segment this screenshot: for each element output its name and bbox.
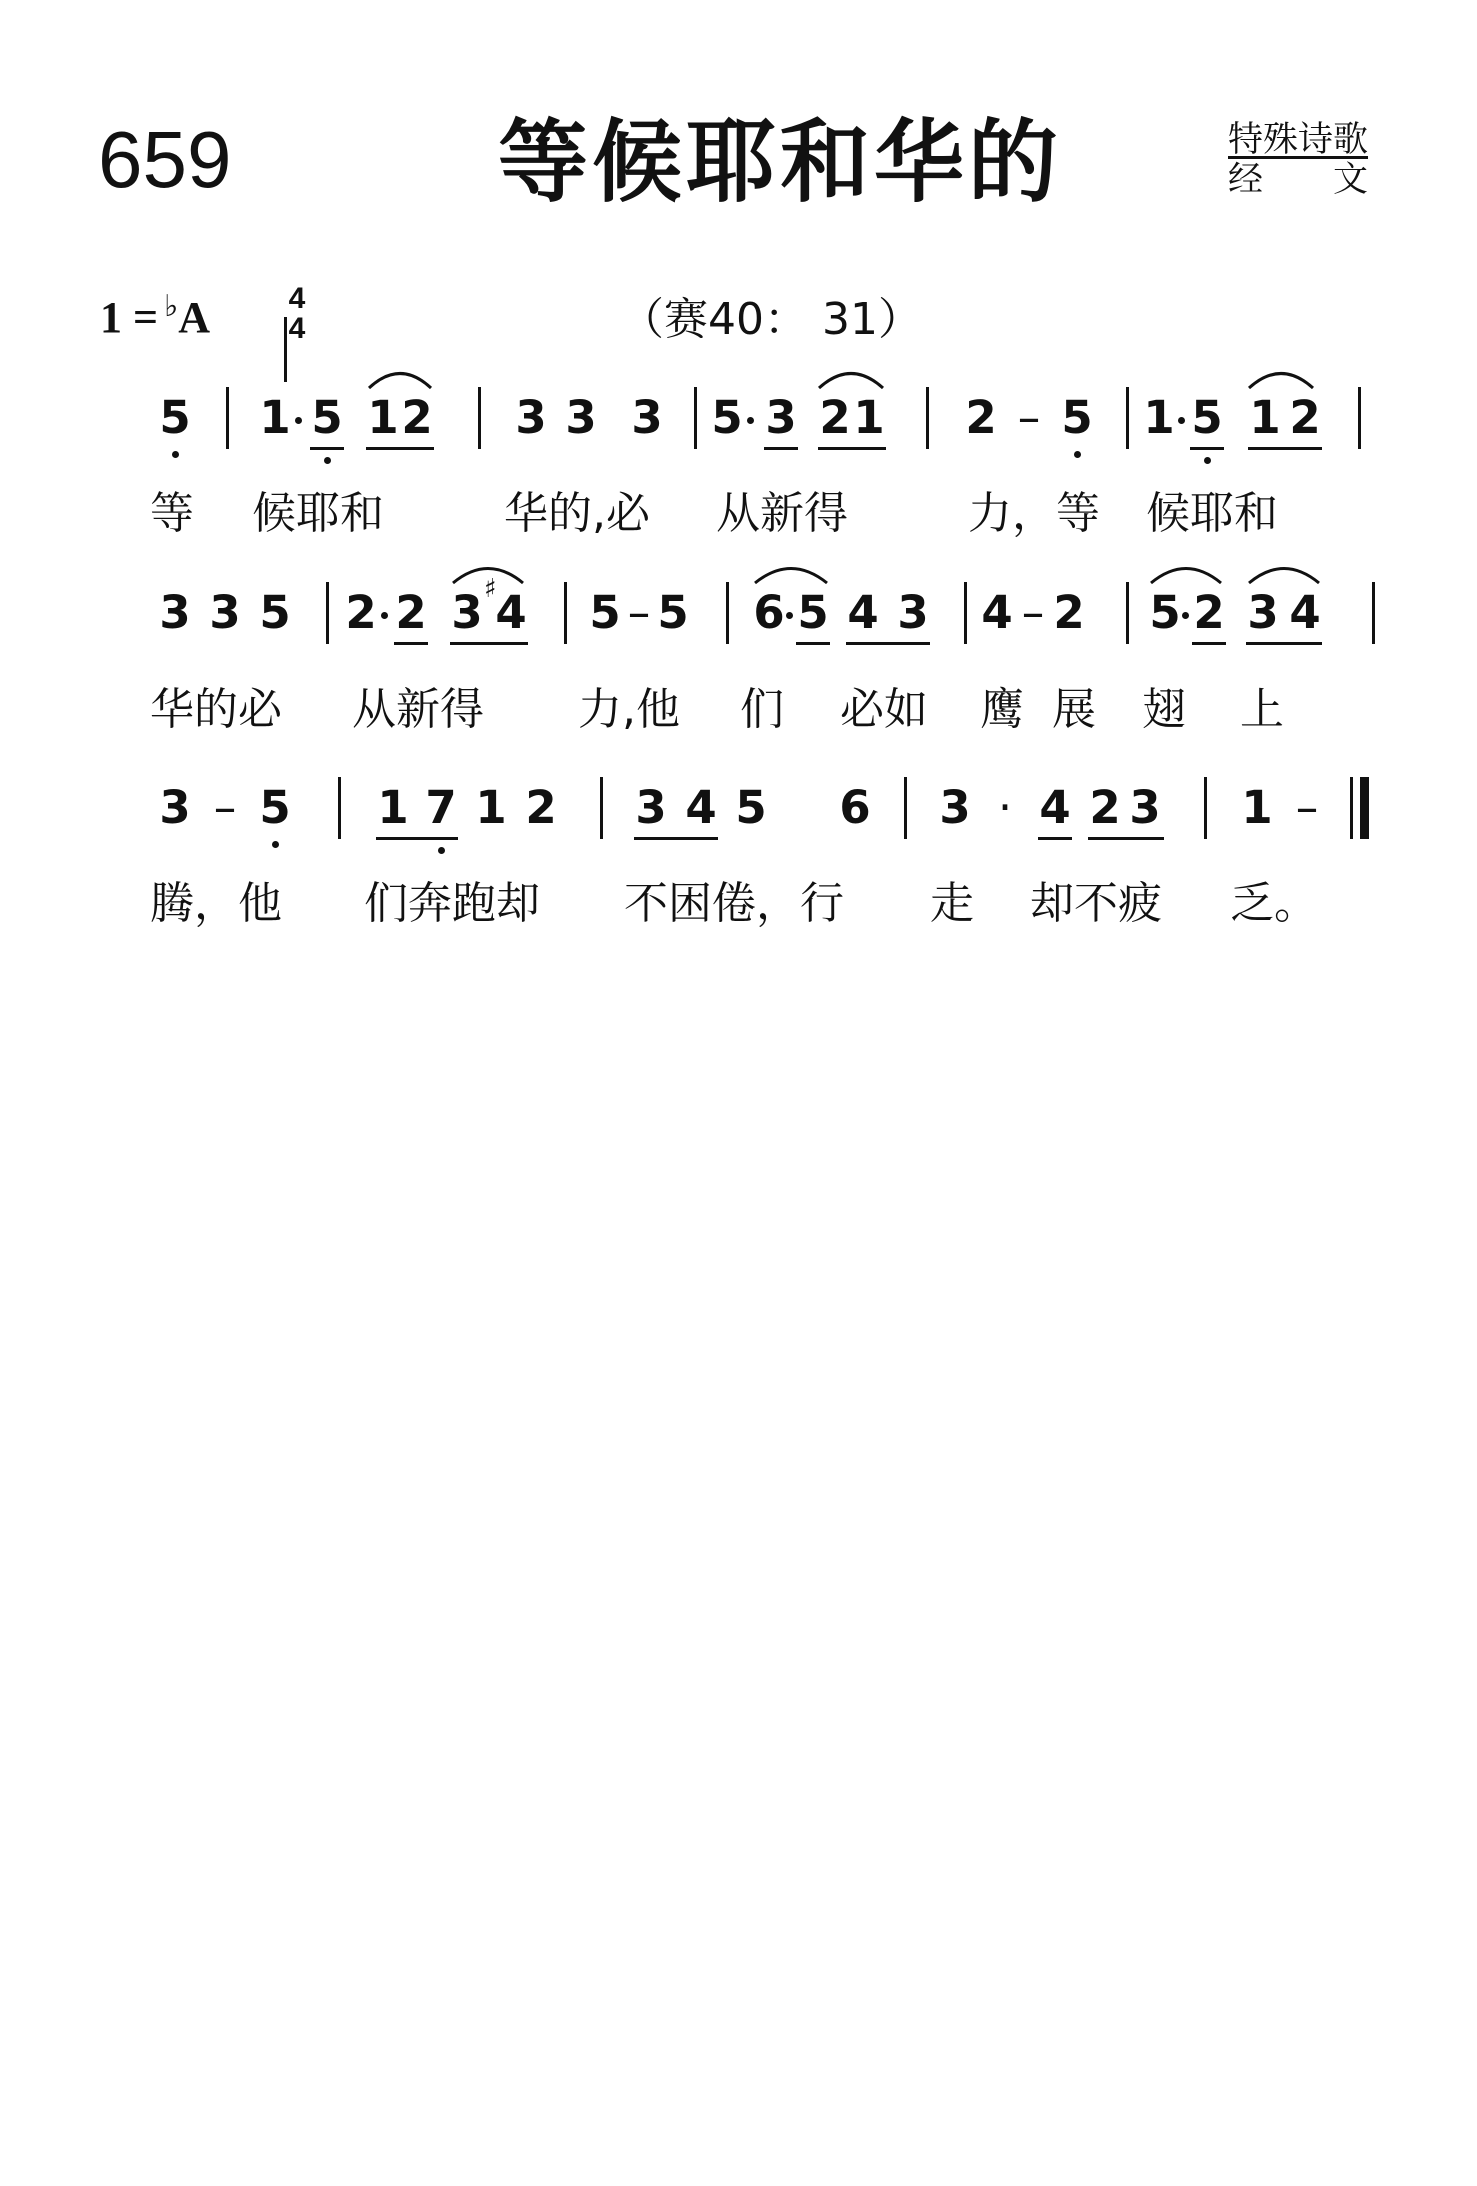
time-signature-top: 4	[288, 282, 306, 315]
sharp-sign: ♯	[484, 574, 497, 604]
scripture-reference: （赛40： 31）	[620, 294, 922, 345]
note: 1	[475, 781, 507, 834]
note: 6	[839, 781, 871, 834]
note: 3	[939, 781, 971, 834]
note: 3	[159, 586, 191, 639]
note: 5	[797, 586, 829, 639]
bar-line	[478, 387, 481, 449]
note: 4	[1289, 586, 1321, 639]
note: 5	[1061, 391, 1093, 444]
lyric: 走	[930, 878, 974, 929]
lyric: 华的必	[150, 684, 282, 735]
underline-beam	[634, 837, 718, 840]
note: 1	[1241, 781, 1273, 834]
category-top: 特殊诗歌	[1228, 120, 1369, 160]
bar-line	[600, 777, 603, 839]
underline-beam	[1088, 837, 1164, 840]
augmentation-dot	[786, 612, 793, 619]
underline-beam	[1192, 642, 1226, 645]
augmentation-dot	[381, 612, 388, 619]
underline-beam	[846, 642, 930, 645]
slur	[1148, 558, 1224, 586]
bar-line	[564, 582, 567, 644]
bar-line	[1204, 777, 1207, 839]
note: 3	[515, 391, 547, 444]
note: 5	[311, 391, 343, 444]
low-octave-dot	[1204, 457, 1211, 464]
time-signature-bottom: 4	[288, 312, 306, 345]
lyric: 乏。	[1230, 878, 1318, 929]
note: 1	[1143, 391, 1175, 444]
augmentation-dot	[1178, 417, 1185, 424]
note: 3	[451, 586, 483, 639]
lyric: 从新得	[716, 488, 848, 539]
underline-beam	[796, 642, 830, 645]
lyric: 华的,必	[504, 488, 650, 539]
note: 2	[345, 586, 377, 639]
note: 2	[1193, 586, 1225, 639]
low-octave-dot	[172, 451, 179, 458]
note: 2	[525, 781, 557, 834]
lyric: 上	[1240, 684, 1284, 735]
music-line-2	[0, 574, 1477, 680]
underline-beam	[366, 447, 434, 450]
note: 4	[1039, 781, 1071, 834]
note: 2	[965, 391, 997, 444]
time-signature-bar	[284, 317, 287, 382]
low-octave-dot	[1074, 451, 1081, 458]
note: 3	[897, 586, 929, 639]
underline-beam	[394, 642, 428, 645]
note: 2	[401, 391, 433, 444]
lyric: 不困倦，行	[624, 878, 844, 929]
note: 5	[1191, 391, 1223, 444]
key-label: 1 =	[100, 293, 159, 342]
note: 4	[495, 586, 527, 639]
music-line-3	[0, 781, 1477, 875]
lyric: 翅	[1142, 684, 1186, 735]
final-bar-thick	[1360, 777, 1369, 839]
bar-line	[694, 387, 697, 449]
bar-line	[904, 777, 907, 839]
lyric: 鹰	[980, 684, 1024, 735]
slur	[1246, 363, 1316, 391]
key-tonic: A	[178, 293, 211, 342]
lyric: 们奔跑却	[364, 878, 540, 929]
lyric: 候耶和	[1146, 488, 1278, 539]
slur	[366, 363, 434, 391]
slur	[1246, 558, 1322, 586]
underline-beam	[1248, 447, 1322, 450]
lyric: 从新得	[352, 684, 484, 735]
dash-note: –	[1295, 781, 1319, 834]
lyric: 腾，他	[150, 878, 282, 929]
note: 1	[259, 391, 291, 444]
lyric: 却不疲	[1030, 878, 1162, 929]
lyric: 力,他	[578, 684, 680, 735]
bar-line	[1358, 387, 1361, 449]
bar-line	[964, 582, 967, 644]
note: 4	[685, 781, 717, 834]
note: 5	[735, 781, 767, 834]
note: 3	[209, 586, 241, 639]
hymn-title: 等候耶和华的	[498, 110, 1062, 215]
dash-note: –	[1017, 391, 1041, 444]
bar-line	[338, 777, 341, 839]
hymn-number: 659	[98, 115, 232, 204]
note: 2	[395, 586, 427, 639]
note: 1	[377, 781, 409, 834]
note: 7	[425, 781, 457, 834]
lyric: 展	[1052, 684, 1096, 735]
music-line-1	[0, 391, 1477, 485]
note: 6	[753, 586, 785, 639]
underline-beam	[1038, 837, 1072, 840]
note: 5	[159, 391, 191, 444]
note: 5	[259, 586, 291, 639]
key-signature	[100, 290, 211, 342]
dash-note: ·	[997, 781, 1013, 834]
note: 5	[1149, 586, 1181, 639]
bar-line	[326, 582, 329, 644]
underline-beam	[376, 837, 458, 840]
note: 3	[1247, 586, 1279, 639]
note: 4	[981, 586, 1013, 639]
note: 2	[1089, 781, 1121, 834]
note: 5	[657, 586, 689, 639]
note: 3	[565, 391, 597, 444]
low-octave-dot	[438, 847, 445, 854]
underline-beam	[1190, 447, 1224, 450]
bar-line	[926, 387, 929, 449]
bar-line	[1126, 387, 1129, 449]
augmentation-dot	[747, 417, 754, 424]
note: 1	[1249, 391, 1281, 444]
note: 3	[635, 781, 667, 834]
slur	[816, 363, 886, 391]
hymn-category	[1228, 120, 1388, 201]
note: 1	[367, 391, 399, 444]
underline-beam	[450, 642, 528, 645]
bar-line	[726, 582, 729, 644]
underline-beam	[818, 447, 886, 450]
note: 2	[1053, 586, 1085, 639]
note: 2	[1289, 391, 1321, 444]
low-octave-dot	[324, 457, 331, 464]
note: 3	[765, 391, 797, 444]
note: 1	[853, 391, 885, 444]
note: 4	[847, 586, 879, 639]
bar-line	[1372, 582, 1375, 644]
lyric: 等	[150, 488, 194, 539]
lyric: 必如	[840, 684, 928, 735]
category-bottom: 经 文	[1228, 160, 1369, 201]
note: 5	[589, 586, 621, 639]
bar-line	[1126, 582, 1129, 644]
note: 5	[259, 781, 291, 834]
dash-note: –	[1021, 586, 1045, 639]
bar-line	[226, 387, 229, 449]
lyric: 们	[740, 684, 784, 735]
dash-note: –	[213, 781, 237, 834]
lyric: 候耶和	[252, 488, 384, 539]
note: 3	[1129, 781, 1161, 834]
flat-sign: ♭	[164, 290, 179, 323]
final-bar-thin	[1350, 777, 1353, 839]
augmentation-dot	[295, 417, 302, 424]
dash-note: –	[627, 586, 651, 639]
note: 3	[159, 781, 191, 834]
augmentation-dot	[1182, 612, 1189, 619]
note: 3	[631, 391, 663, 444]
time-signature	[284, 284, 310, 344]
underline-beam	[310, 447, 344, 450]
lyric: 力，等	[968, 488, 1100, 539]
slur	[752, 558, 830, 586]
low-octave-dot	[272, 841, 279, 848]
note: 5	[711, 391, 743, 444]
underline-beam	[764, 447, 798, 450]
underline-beam	[1246, 642, 1322, 645]
note: 2	[819, 391, 851, 444]
